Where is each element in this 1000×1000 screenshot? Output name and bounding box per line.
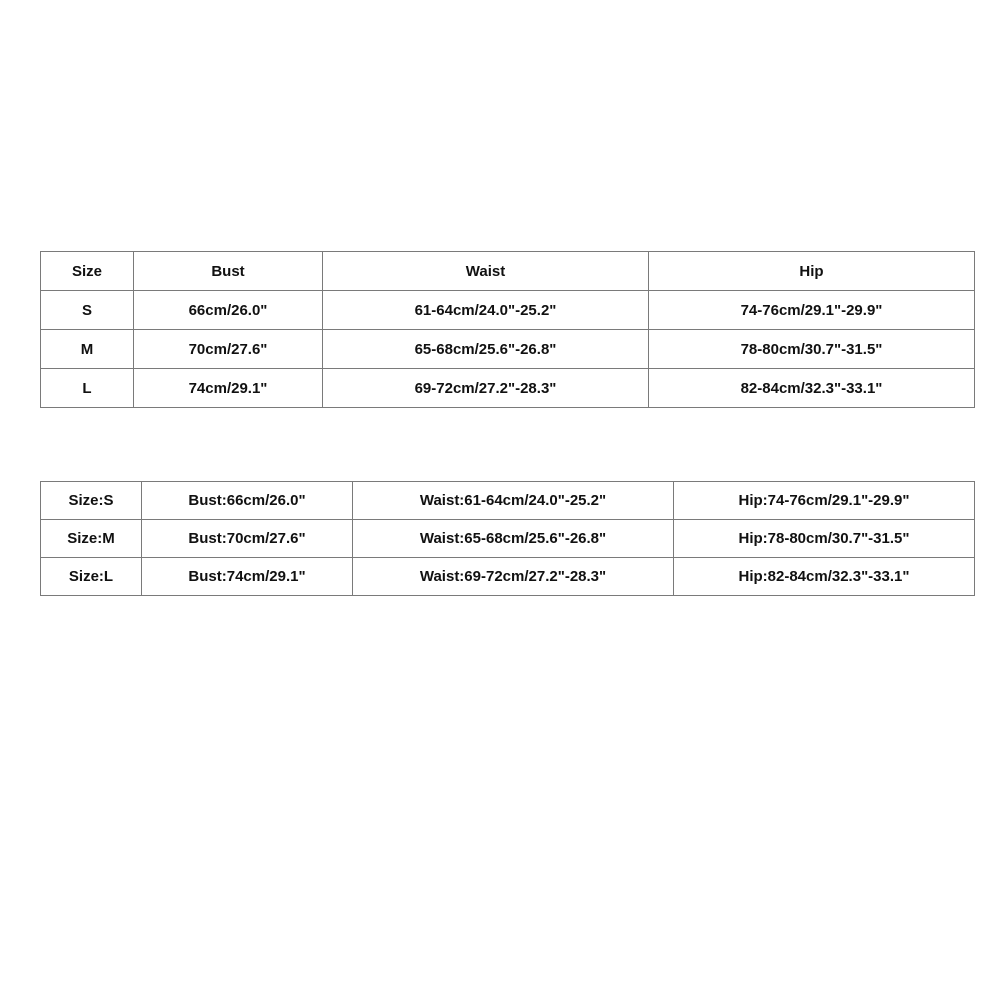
bust-cell: 74cm/29.1" — [134, 369, 323, 408]
table-row — [41, 291, 975, 330]
table-row — [41, 369, 975, 408]
size-chart-table — [40, 251, 975, 408]
header-bust: Bust — [134, 252, 323, 291]
waist-cell: 61-64cm/24.0"-25.2" — [323, 291, 649, 330]
header-size: Size — [41, 252, 134, 291]
header-waist: Waist — [323, 252, 649, 291]
table-header-row — [41, 252, 975, 291]
table-row — [41, 482, 975, 520]
hip-cell: Hip:78-80cm/30.7"-31.5" — [674, 520, 975, 558]
bust-cell: Bust:74cm/29.1" — [142, 558, 353, 596]
header-hip: Hip — [649, 252, 975, 291]
waist-cell: Waist:61-64cm/24.0"-25.2" — [353, 482, 674, 520]
waist-cell: 65-68cm/25.6"-26.8" — [323, 330, 649, 369]
size-chart-labeled-table — [40, 481, 975, 596]
hip-cell: Hip:74-76cm/29.1"-29.9" — [674, 482, 975, 520]
size-cell: M — [41, 330, 134, 369]
size-cell: Size:M — [41, 520, 142, 558]
table-row — [41, 558, 975, 596]
waist-cell: 69-72cm/27.2"-28.3" — [323, 369, 649, 408]
waist-cell: Waist:65-68cm/25.6"-26.8" — [353, 520, 674, 558]
bust-cell: 66cm/26.0" — [134, 291, 323, 330]
size-cell: Size:L — [41, 558, 142, 596]
size-cell: S — [41, 291, 134, 330]
bust-cell: Bust:70cm/27.6" — [142, 520, 353, 558]
hip-cell: 78-80cm/30.7"-31.5" — [649, 330, 975, 369]
bust-cell: Bust:66cm/26.0" — [142, 482, 353, 520]
waist-cell: Waist:69-72cm/27.2"-28.3" — [353, 558, 674, 596]
table-row — [41, 330, 975, 369]
bust-cell: 70cm/27.6" — [134, 330, 323, 369]
hip-cell: 74-76cm/29.1"-29.9" — [649, 291, 975, 330]
size-cell: Size:S — [41, 482, 142, 520]
hip-cell: Hip:82-84cm/32.3"-33.1" — [674, 558, 975, 596]
size-cell: L — [41, 369, 134, 408]
table-row — [41, 520, 975, 558]
hip-cell: 82-84cm/32.3"-33.1" — [649, 369, 975, 408]
